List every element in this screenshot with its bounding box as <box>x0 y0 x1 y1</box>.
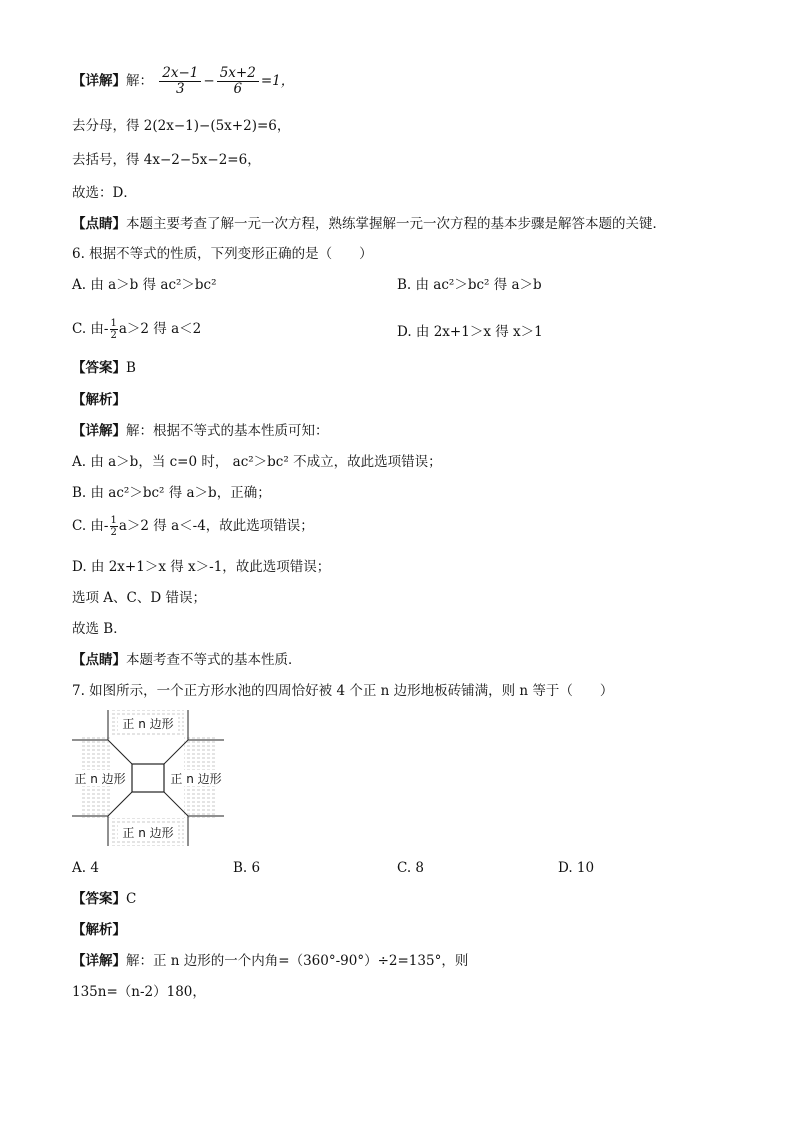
detail-lead: 解： <box>126 73 153 89</box>
prev-step-2: 去括号，得 4x−2−5x−2=6， <box>72 152 261 168</box>
fraction-1 <box>159 66 201 97</box>
answer-tag: 【答案】 <box>72 360 126 376</box>
q7-detail <box>72 952 468 970</box>
fraction-2-denominator: 6 <box>233 81 243 97</box>
q6-option-c-fraction <box>110 318 118 341</box>
q6-option-b[interactable]: B. 由 ac²＞bc² 得 a＞b <box>397 277 542 293</box>
q6-line-d: D. 由 2x+1＞x 得 x＞-1，故此选项错误； <box>72 559 331 575</box>
comment-tag: 【点睛】 <box>72 652 126 668</box>
q6-detail <box>72 422 329 440</box>
eq-minus: − <box>203 73 215 89</box>
detail-tag: 【详解】 <box>72 423 126 439</box>
q6-line-c-prefix: C. 由- <box>72 518 109 534</box>
q6-option-d[interactable]: D. 由 2x+1＞x 得 x＞1 <box>397 324 543 340</box>
detail-text: 解：根据不等式的基本性质可知： <box>126 423 329 439</box>
detail-tag: 【详解】 <box>72 953 126 969</box>
q7-option-d[interactable]: D. 10 <box>558 860 595 876</box>
answer-tag: 【答案】 <box>72 891 126 907</box>
prev-detail-line <box>72 66 294 97</box>
q6-option-a[interactable]: A. 由 a＞b 得 ac²＞bc² <box>72 277 217 293</box>
fraction-2 <box>217 66 259 97</box>
q6-answer <box>72 359 136 377</box>
q6-line-choice: 故选 B． <box>72 621 127 637</box>
label-top: 正 n 边形 <box>122 717 174 731</box>
pool-square <box>132 764 164 792</box>
answer-value: C <box>126 891 137 907</box>
comment-text: 本题主要考查了解一元一次方程，熟练掌握解一元一次方程的基本步骤是解答本题的关键． <box>126 216 666 232</box>
label-left: 正 n 边形 <box>74 772 126 786</box>
q6-line-b: B. 由 ac²＞bc² 得 a＞b，正确； <box>72 485 271 501</box>
pool-tiling-figure <box>72 708 224 848</box>
q7-option-a[interactable]: A. 4 <box>72 860 99 876</box>
q7-answer <box>72 890 136 908</box>
label-bottom: 正 n 边形 <box>122 826 174 840</box>
q6-line-c-suffix: a＞2 得 a＜-4，故此选项错误； <box>118 518 314 534</box>
prev-comment <box>72 215 666 233</box>
q7-analysis-tag: 【解析】 <box>72 922 126 938</box>
q6-line-wrong: 选项 A、C、D 错误； <box>72 590 206 606</box>
detail-tag: 【详解】 <box>72 73 126 89</box>
q6-analysis-tag: 【解析】 <box>72 392 126 408</box>
q6-line-a: A. 由 a＞b，当 c=0 时， ac²＞bc² 不成立，故此选项错误； <box>72 454 442 470</box>
label-right: 正 n 边形 <box>170 772 222 786</box>
q6-line-c-den: 2 <box>110 527 117 538</box>
detail-text: 解：正 n 边形的一个内角=（360°-90°）÷2=135°，则 <box>126 953 469 969</box>
q6-option-c-suffix: a＞2 得 a＜2 <box>118 321 202 337</box>
answer-value: B <box>126 360 136 376</box>
q6-line-c <box>72 515 314 538</box>
prev-answer: 故选：D． <box>72 185 137 201</box>
q7-option-b[interactable]: B. 6 <box>233 860 261 876</box>
fraction-1-denominator: 3 <box>176 81 185 97</box>
q6-option-c-prefix: C. 由- <box>72 321 109 337</box>
q7-stem: 7. 如图所示，一个正方形水池的四周恰好被 4 个正 n 边形地板砖铺满，则 n 等于（ ） <box>72 683 614 699</box>
prev-step-1: 去分母，得 2(2x−1)−(5x+2)=6， <box>72 118 291 134</box>
q7-option-c[interactable]: C. 8 <box>397 860 425 876</box>
q6-line-c-num: 1 <box>110 515 117 526</box>
q7-equation: 135n=（n-2）180， <box>72 984 206 1000</box>
fraction-2-numerator: 5x+2 <box>217 66 259 82</box>
q6-option-c-num: 1 <box>110 318 117 329</box>
q6-line-c-fraction <box>110 515 118 538</box>
q6-option-c[interactable] <box>72 318 201 341</box>
fraction-1-numerator: 2x−1 <box>159 66 201 82</box>
q6-stem: 6. 根据不等式的性质，下列变形正确的是（ ） <box>72 246 373 262</box>
q6-option-c-den: 2 <box>110 330 117 341</box>
comment-tag: 【点睛】 <box>72 216 126 232</box>
q6-comment <box>72 651 302 669</box>
eq-rhs: =1， <box>260 73 295 89</box>
comment-text: 本题考查不等式的基本性质． <box>126 652 302 668</box>
